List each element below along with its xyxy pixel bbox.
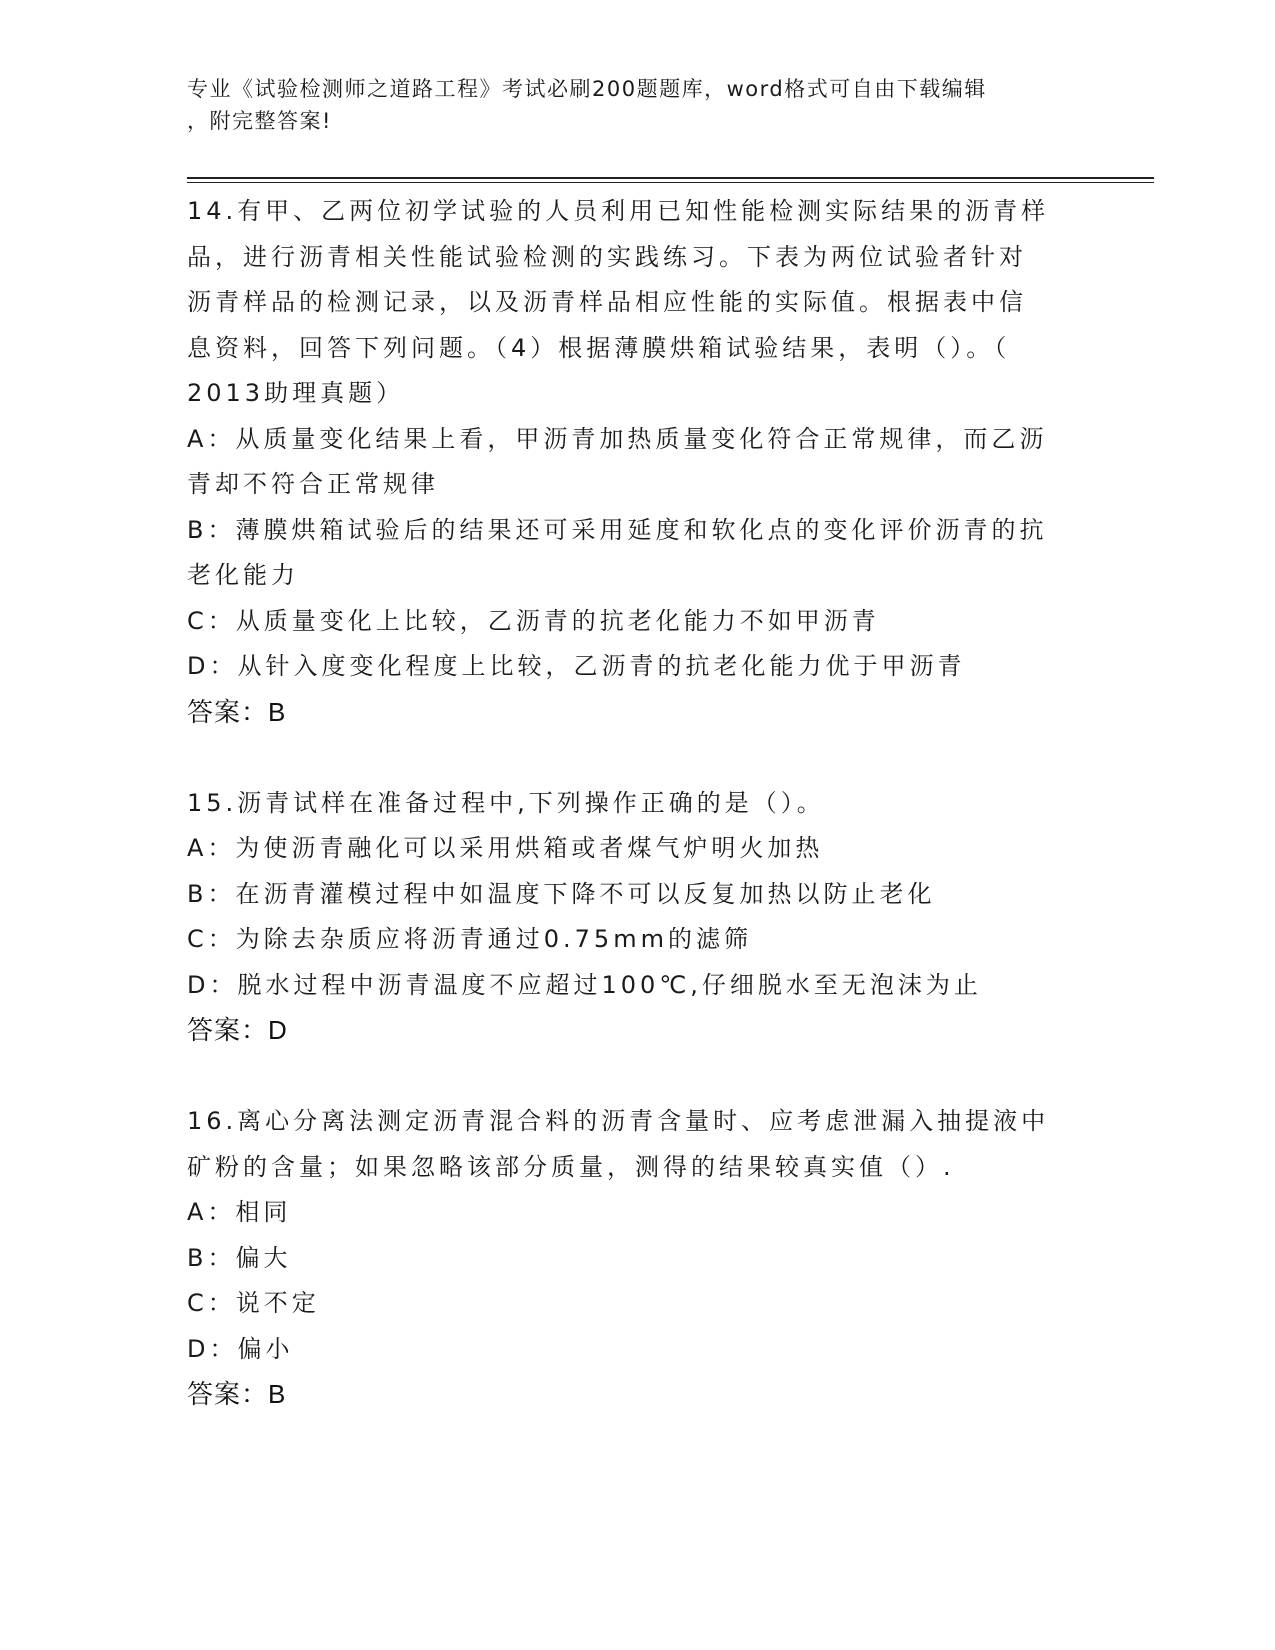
question-stem-line: 息资料，回答下列问题。（4）根据薄膜烘箱试验结果，表明（）。（ [187,333,1011,362]
question-stem-line: 14.有甲、乙两位初学试验的人员利用已知性能检测实际结果的沥青样 [187,197,1050,225]
header-divider-thin [187,182,1154,183]
option-c: C：说不定 [187,1289,320,1317]
question-stem-line: 2013助理真题） [187,379,405,407]
header-line-1: 专业《试验检测师之道路工程》考试必刷200题题库，word格式可自由下载编辑 [187,77,987,101]
option-d: D：从针入度变化程度上比较，乙沥青的抗老化能力优于甲沥青 [187,652,966,680]
header-line-2: ，附完整答案! [187,109,332,133]
question-15 [187,781,1087,1054]
question-spacer [187,735,1087,781]
option-c: C：从质量变化上比较，乙沥青的抗老化能力不如甲沥青 [187,606,880,635]
question-stem-line: 矿粉的含量；如果忽略该部分质量，测得的结果较真实值（）. [187,1152,955,1181]
option-a: A：为使沥青融化可以采用烘箱或者煤气炉明火加热 [187,834,824,862]
option-b: B：在沥青灌模过程中如温度下降不可以反复加热以防止老化 [187,879,936,908]
option-b: B：偏大 [187,1243,292,1272]
question-14 [187,189,1087,735]
question-stem-line: 16.离心分离法测定沥青混合料的沥青含量时、应考虑泄漏入抽提液中 [187,1107,1050,1135]
question-list [187,189,1087,1418]
answer-line: 答案：B [187,1379,287,1409]
answer-line: 答案：D [187,1015,288,1045]
option-a: A：从质量变化结果上看，甲沥青加热质量变化符合正常规律，而乙沥 [187,424,1048,453]
option-d: D：脱水过程中沥青温度不应超过100℃,仔细脱水至无泡沫为止 [187,970,982,999]
header-divider-thick [187,177,1154,179]
question-spacer [187,1054,1087,1100]
question-stem-line: 品，进行沥青相关性能试验检测的实践练习。下表为两位试验者针对 [187,242,1027,271]
question-16 [187,1099,1087,1418]
question-stem-line: 沥青样品的检测记录，以及沥青样品相应性能的实际值。根据表中信 [187,288,1027,316]
answer-line: 答案：B [187,696,287,727]
option-b-continued: 老化能力 [187,561,299,589]
question-stem-line: 15.沥青试样在准备过程中,下列操作正确的是（）。 [187,788,825,817]
option-d: D：偏小 [187,1334,294,1363]
option-a-continued: 青却不符合正常规律 [187,470,439,498]
document-header [187,73,1087,137]
option-a: A：相同 [187,1198,292,1226]
option-c: C：为除去杂质应将沥青通过0.75mm的滤筛 [187,925,752,953]
option-b: B：薄膜烘箱试验后的结果还可采用延度和软化点的变化评价沥青的抗 [187,515,1048,544]
